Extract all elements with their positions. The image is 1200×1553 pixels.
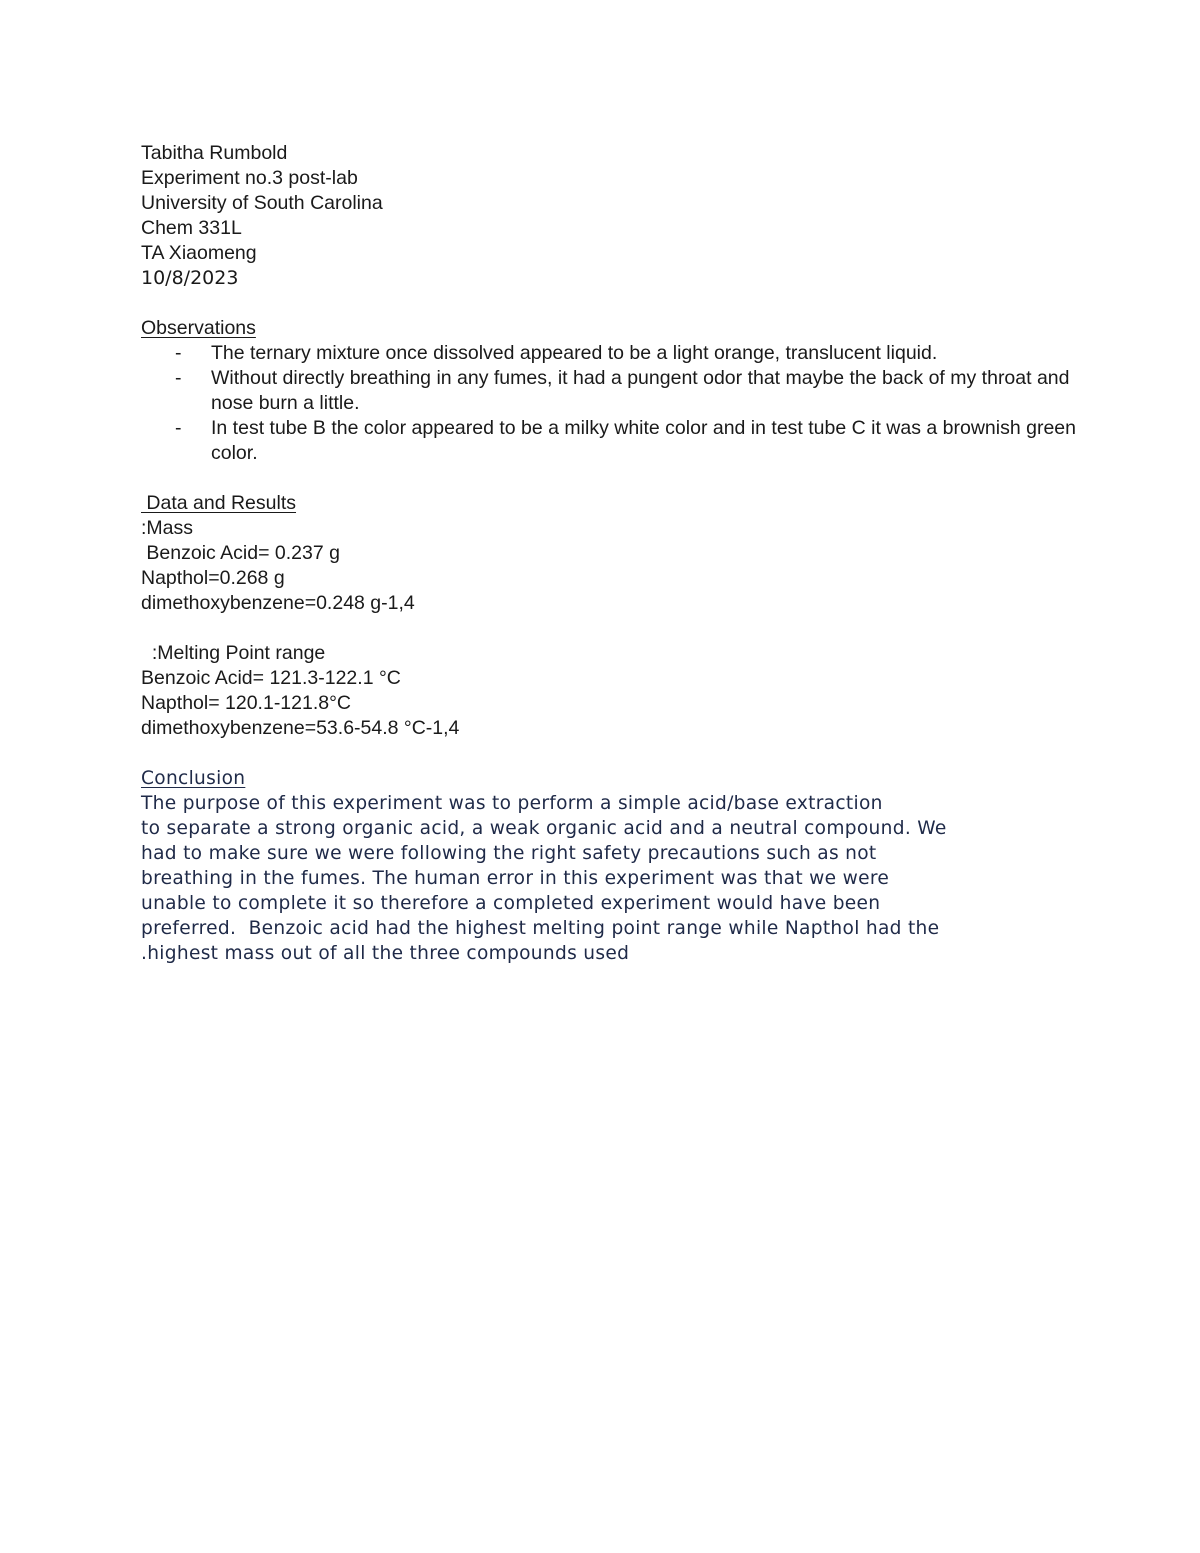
observation-text: In test tube B the color appeared to be a milky white color and in test tube C it was a brownish green color. — [211, 417, 1076, 464]
observations-heading: Observations — [141, 317, 256, 339]
experiment-title: Experiment no.3 post-lab — [141, 167, 358, 189]
bullet-dash: - — [175, 367, 182, 389]
university: University of South Carolina — [141, 192, 383, 214]
mass-label: :Mass — [141, 517, 194, 539]
observation-item — [141, 416, 1081, 466]
observation-item — [141, 341, 1081, 366]
document-page — [141, 141, 1081, 966]
observation-text: The ternary mixture once dissolved appeared to be a light orange, translucent liquid. — [211, 342, 938, 364]
bullet-dash: - — [175, 417, 182, 439]
bullet-dash: - — [175, 342, 182, 364]
mp-dimethoxybenzene: dimethoxybenzene=53.6-54.8 °C-1,4 — [141, 717, 460, 739]
mp-napthol: Napthol= 120.1-121.8°C — [141, 692, 351, 714]
conclusion-line: .highest mass out of all the three compounds used — [141, 943, 630, 964]
observation-item — [141, 366, 1081, 416]
observation-text: Without directly breathing in any fumes, it had a pungent odor that maybe the back of my throat and nose burn a little. — [211, 367, 1070, 414]
data-results-heading: Data and Results — [141, 492, 297, 514]
conclusion-line: The purpose of this experiment was to perform a simple acid/base extraction — [141, 793, 883, 814]
conclusion-line: had to make sure we were following the right safety precautions such as not — [141, 843, 877, 864]
mass-benzoic-acid: Benzoic Acid= 0.237 g — [141, 542, 340, 564]
teaching-assistant: TA Xiaomeng — [141, 242, 257, 264]
conclusion-line: unable to complete it so therefore a completed experiment would have been — [141, 893, 881, 914]
course: Chem 331L — [141, 217, 242, 239]
date: 10/8/2023 — [141, 267, 239, 289]
conclusion-heading: Conclusion — [141, 768, 246, 789]
mass-napthol: Napthol=0.268 g — [141, 567, 285, 589]
mass-dimethoxybenzene: dimethoxybenzene=0.248 g-1,4 — [141, 592, 415, 614]
conclusion-line: preferred. Benzoic acid had the highest melting point range while Napthol had the — [141, 918, 940, 939]
mp-benzoic-acid: Benzoic Acid= 121.3-122.1 °C — [141, 667, 401, 689]
melting-point-label: :Melting Point range — [141, 642, 326, 664]
conclusion-line: to separate a strong organic acid, a weak organic acid and a neutral compound. We — [141, 818, 947, 839]
author-name: Tabitha Rumbold — [141, 142, 288, 164]
conclusion-line: breathing in the fumes. The human error in this experiment was that we were — [141, 868, 890, 889]
